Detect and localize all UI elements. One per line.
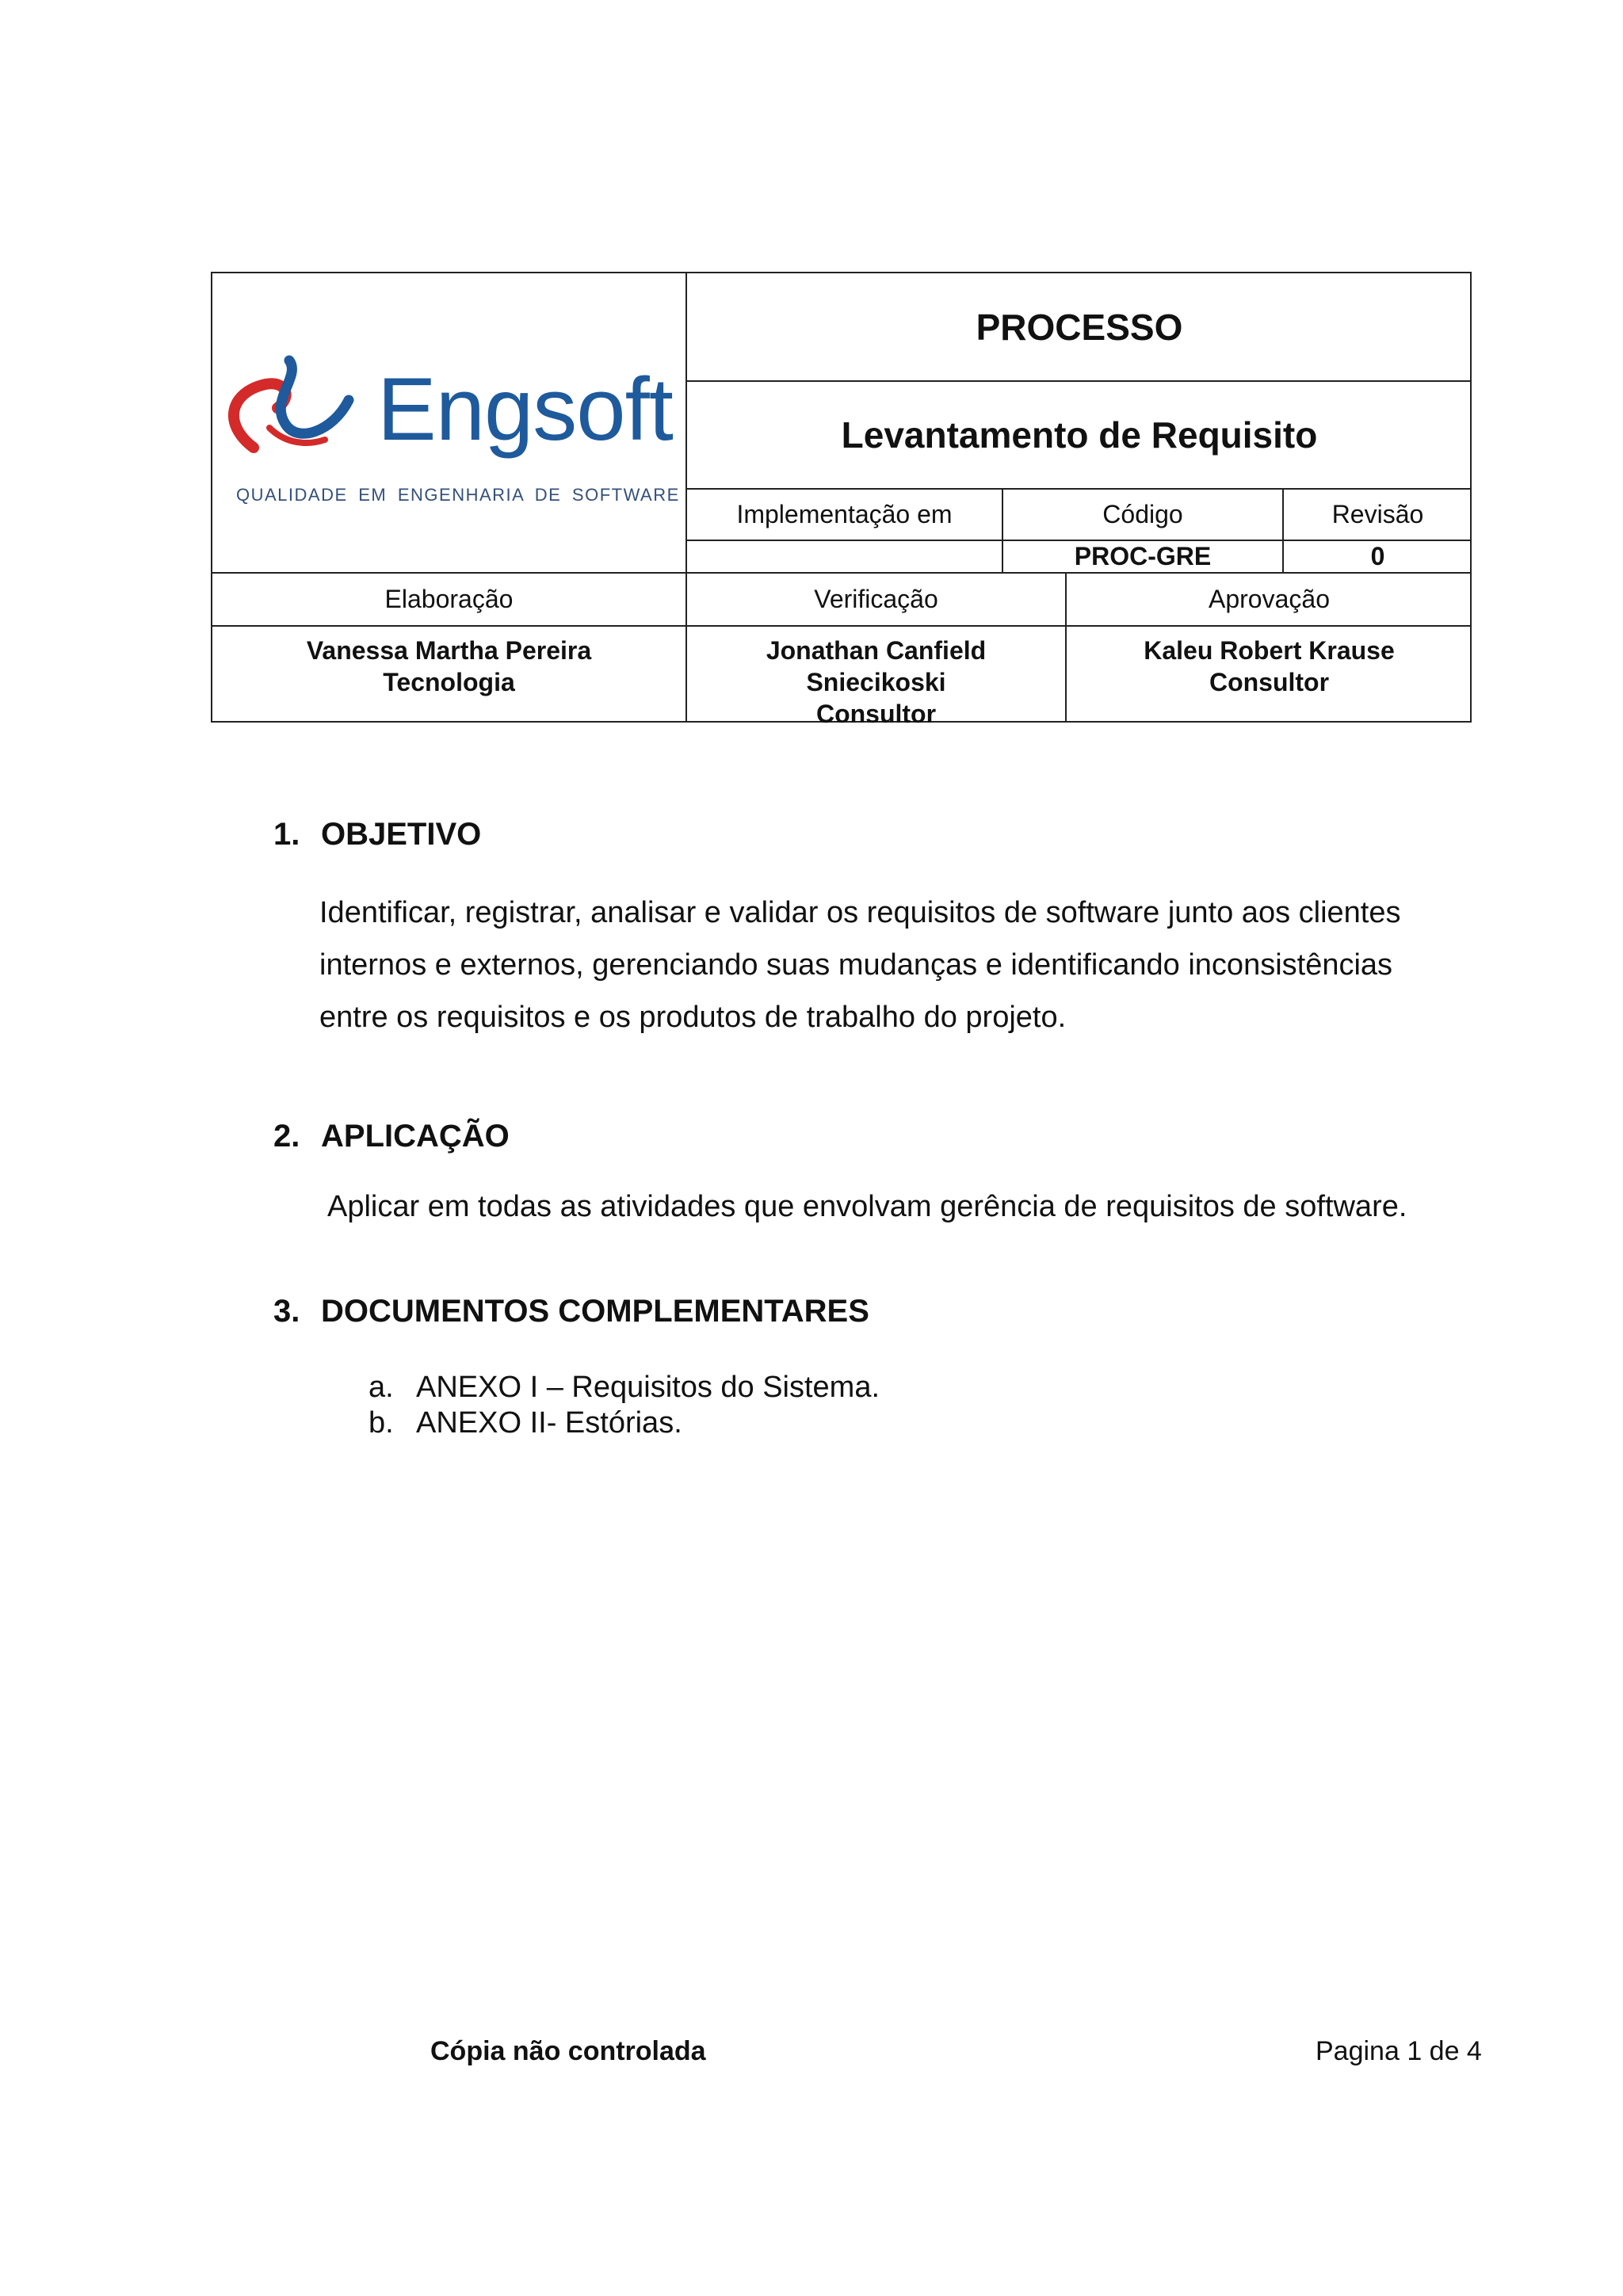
elaboration-name: Vanessa Martha Pereira (306, 636, 592, 665)
approval-label: Aprovação (1209, 585, 1330, 613)
verification-label: Verificação (814, 585, 938, 613)
list-marker: a. (369, 1371, 394, 1404)
section-objetivo-heading (273, 817, 481, 852)
implementation-value (687, 541, 1002, 572)
copy-notice: Cópia não controlada (430, 2036, 706, 2066)
verification-role: Consultor (815, 700, 937, 728)
list-marker: b. (369, 1406, 394, 1440)
approval-name: Kaleu Robert Krause (1144, 636, 1395, 665)
section-documentos-heading (273, 1294, 869, 1329)
paragraph-line: internos e externos, gerenciando suas mudanças e identificando inconsistências (319, 948, 1393, 982)
header-table (211, 272, 1472, 728)
elaboration-role: Tecnologia (383, 668, 515, 696)
section-number: 1. (273, 817, 300, 852)
verification-name-line2: Sniecikoski (806, 668, 946, 696)
document-title: Levantamento de Requisito (841, 414, 1318, 456)
list-item (369, 1371, 880, 1405)
section-number: 3. (273, 1294, 300, 1329)
logo-ribbon-icon (222, 353, 365, 463)
approval-role: Consultor (1209, 668, 1330, 696)
revision-value: 0 (1370, 542, 1385, 570)
approval-signatory (1067, 627, 1472, 723)
list-text: ANEXO I – Requisitos do Sistema. (416, 1371, 880, 1404)
code-label: Código (1102, 500, 1183, 528)
section-title: DOCUMENTOS COMPLEMENTARES (321, 1294, 869, 1329)
section-objetivo-text (319, 887, 1400, 1043)
list-item (369, 1406, 682, 1440)
revision-label: Revisão (1331, 500, 1424, 528)
paragraph-line: Identificar, registrar, analisar e validar os requisitos de software junto aos clientes (319, 896, 1401, 929)
list-text: ANEXO II- Estórias. (416, 1406, 682, 1440)
logo-wordmark: Engsoft (377, 360, 673, 459)
verification-name-line1: Jonathan Canfield (766, 636, 987, 665)
verification-signatory (687, 627, 1065, 728)
logo-tagline: QUALIDADE EM ENGENHARIA DE SOFTWARE (236, 485, 680, 505)
elaboration-signatory (212, 627, 685, 723)
page-number: Pagina 1 de 4 (1316, 2036, 1482, 2066)
section-aplicacao-heading (273, 1119, 510, 1154)
elaboration-label: Elaboração (384, 585, 514, 613)
code-value: PROC-GRE (1074, 542, 1212, 570)
process-label: PROCESSO (976, 306, 1183, 348)
section-aplicacao-text (327, 1180, 1407, 1233)
paragraph-line: entre os requisitos e os produtos de trabalho do projeto. (319, 1001, 1067, 1034)
engsoft-logo (222, 353, 682, 511)
paragraph-line: Aplicar em todas as atividades que envolvam gerência de requisitos de software. (327, 1190, 1407, 1223)
section-title: APLICAÇÃO (321, 1119, 510, 1154)
section-number: 2. (273, 1119, 300, 1154)
implementation-label: Implementação em (736, 500, 953, 528)
section-title: OBJETIVO (321, 817, 482, 852)
